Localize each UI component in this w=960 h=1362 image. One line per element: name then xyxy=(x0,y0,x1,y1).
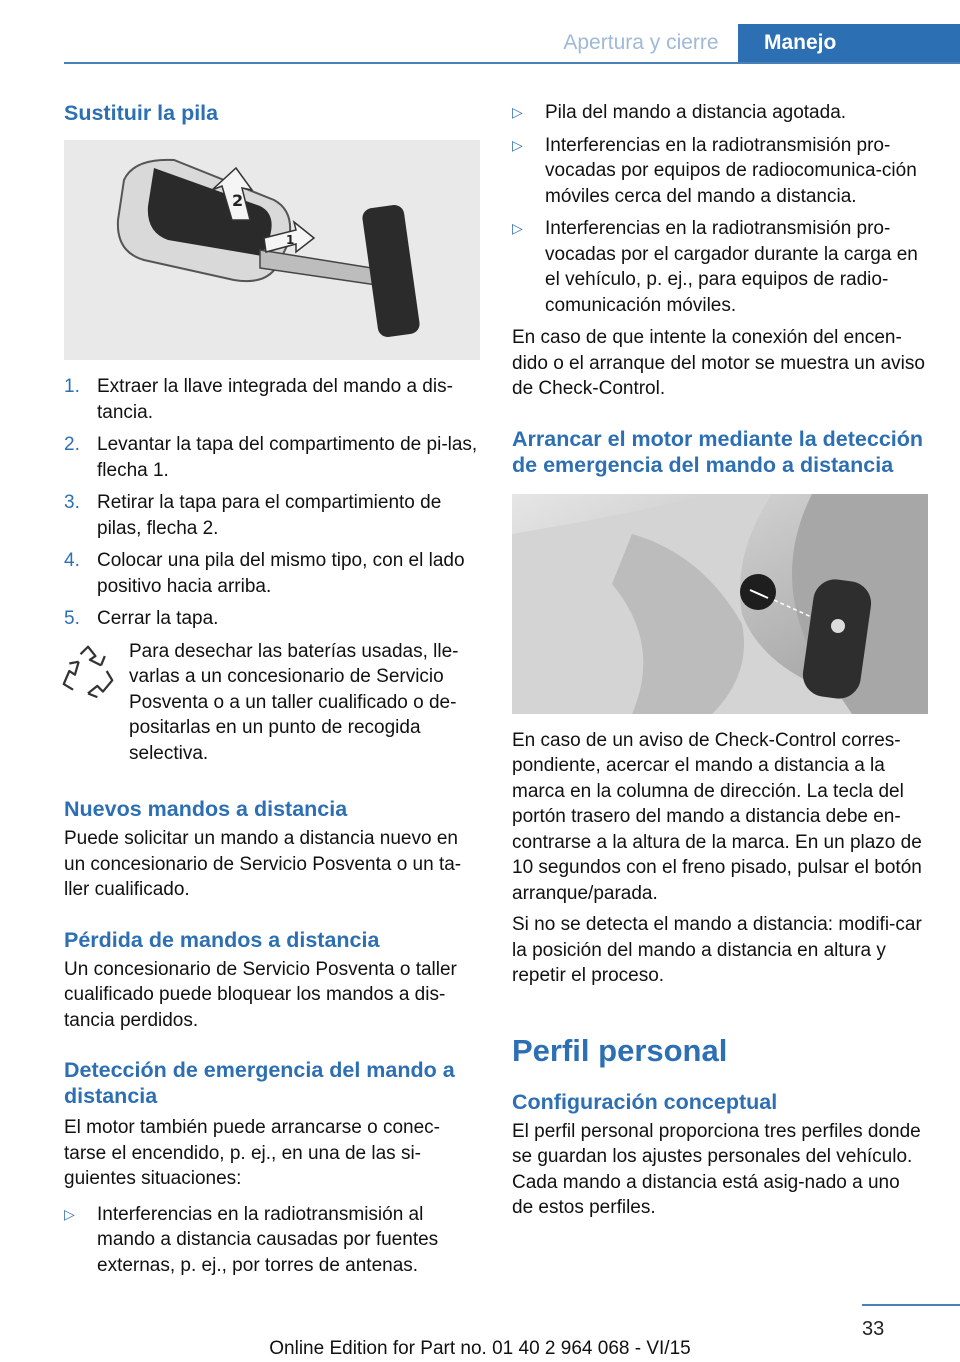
step-text: Cerrar la tapa. xyxy=(97,608,219,629)
paragraph-start-2: Si no se detecta el mando a distancia: modifi‐car la posición del mando a distancia en altura y repetir el proceso. xyxy=(512,914,922,986)
header-rule xyxy=(64,62,960,64)
recycle-note xyxy=(64,639,480,767)
triangle-right-icon: ▷ xyxy=(512,220,523,236)
step-number: 3. xyxy=(64,492,80,513)
paragraph-new-remotes: Puede solicitar un mando a distancia nuevo en un concesionario de Servicio Posventa o un ta‐ller cualificado. xyxy=(64,828,462,900)
paragraph-emergency: El motor también puede arrancarse o conec‐tarse el encendido, p. ej., en una de las si‐guientes situaciones: xyxy=(64,1117,440,1189)
list-item xyxy=(512,216,926,318)
recycle-icon xyxy=(60,643,116,699)
heading-new-remotes: Nuevos mandos a distancia xyxy=(64,797,348,821)
list-item xyxy=(64,1202,480,1279)
key-battery-illustration xyxy=(64,140,480,360)
bullet-text: Interferencias en la radiotransmisión pro‐vocadas por equipos de radiocomunica‐ción móviles cerca del mando a distancia. xyxy=(545,134,917,207)
paragraph-lost-remotes: Un concesionario de Servicio Posventa o taller cualificado puede bloquear los mandos a dis‐tancia perdidos. xyxy=(64,958,457,1031)
step-text: Levantar la tapa del compartimento de pi‐las, flecha 1. xyxy=(97,434,478,481)
svg-text:2: 2 xyxy=(232,191,244,210)
bullet-text: Interferencias en la radiotransmisión pro‐vocadas por el cargador durante la carga en el vehículo, p. ej., para equipos de radio‐comunicación móviles. xyxy=(545,218,918,316)
svg-text:1: 1 xyxy=(286,233,295,247)
list-item xyxy=(64,374,480,425)
step-number: 4. xyxy=(64,550,80,571)
steps-list xyxy=(64,374,480,632)
heading-lost-remotes: Pérdida de mandos a distancia xyxy=(64,927,380,952)
list-item xyxy=(64,490,480,541)
step-number: 5. xyxy=(64,608,80,629)
step-text: Extraer la llave integrada del mando a dis‐tancia. xyxy=(97,376,453,423)
triangle-right-icon: ▷ xyxy=(512,136,523,153)
heading-concept: Configuración conceptual xyxy=(512,1089,778,1114)
step-number: 2. xyxy=(64,434,80,455)
list-item xyxy=(64,548,480,599)
situations-list-left xyxy=(64,1202,480,1279)
list-item xyxy=(512,100,926,126)
triangle-right-icon: ▷ xyxy=(512,104,523,120)
situations-list-right xyxy=(512,100,926,318)
page-number: 33 xyxy=(862,1318,885,1340)
heading-start-engine: Arrancar el motor mediante la detección de emergencia del mando a distancia xyxy=(512,426,924,477)
heading-emergency-detection: Detección de emergencia del mando a distancia xyxy=(64,1058,455,1108)
steering-column-drawing xyxy=(512,494,928,714)
left-column xyxy=(64,100,480,1285)
recycle-text: Para desechar las baterías usadas, lle‐varlas a un concesionario de Servicio Posventa o a un taller cualificado o de‐positarlas en un punto de recogida selectiva. xyxy=(129,640,459,764)
footer-rule xyxy=(862,1304,960,1306)
step-number: 1. xyxy=(64,376,80,397)
key-battery-drawing xyxy=(64,140,480,360)
right-column xyxy=(512,100,926,1221)
paragraph-check-control: En caso de que intente la conexión del encen‐dido o el arranque del motor se muestra un aviso de Check-Control. xyxy=(512,327,925,399)
paragraph-concept: El perfil personal proporciona tres perfiles donde se guardan los ajustes personales del vehículo. Cada mando a distancia está asig‐nado a uno de estos perfiles. xyxy=(512,1120,921,1218)
list-item xyxy=(512,133,926,210)
step-text: Colocar una pila del mismo tipo, con el lado positivo hacia arriba. xyxy=(97,550,465,597)
step-text: Retirar la tapa para el compartimiento de pilas, flecha 2. xyxy=(97,492,442,539)
bullet-text: Pila del mando a distancia agotada. xyxy=(545,102,847,123)
edition-footer: Online Edition for Part no. 01 40 2 964 068 - VI/15 xyxy=(269,1338,691,1359)
list-item xyxy=(64,432,480,483)
heading-personal-profile: Perfil personal xyxy=(512,1032,728,1068)
bullet-text: Interferencias en la radiotransmisión al mando a distancia causadas por fuentes externas, p. ej., por torres de antenas. xyxy=(97,1203,439,1276)
steering-column-illustration xyxy=(512,494,928,714)
triangle-right-icon: ▷ xyxy=(64,1205,75,1222)
tab-manejo[interactable]: Manejo xyxy=(738,24,960,62)
tab-apertura-y-cierre[interactable]: Apertura y cierre xyxy=(563,31,719,54)
heading-replace-battery: Sustituir la pila xyxy=(64,101,219,125)
list-item xyxy=(64,606,480,632)
paragraph-start-1: En caso de un aviso de Check-Control corres‐pondiente, acercar el mando a distancia a la marca en la columna de dirección. La tecla del portón trasero del mando a distancia debe en‐contrarse a la altura de la marca. En un plazo de 10 segundos con el freno pisado, pulsar el botón arranque/parada. xyxy=(512,729,922,904)
